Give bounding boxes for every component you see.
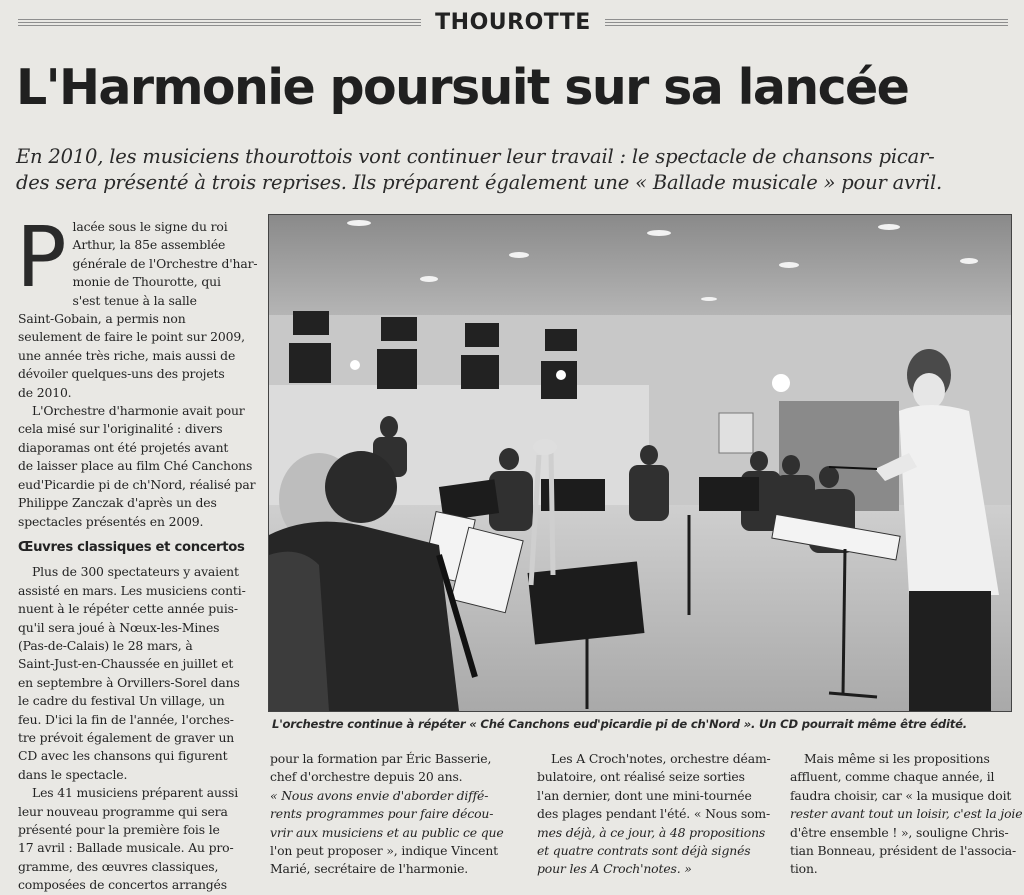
text-line: seulement de faire le point sur 2009, <box>18 329 245 345</box>
text-line: pour les A Croch'notes. » <box>537 861 692 877</box>
text-line: l'on peut proposer », indique Vincent <box>270 843 499 859</box>
orchestra-photo <box>268 214 1012 712</box>
text-line: « Nous avons envie d'aborder diffé- <box>270 787 489 803</box>
section-rule-left <box>18 18 421 26</box>
text-line: de laisser place au film Ché Canchons <box>18 458 253 474</box>
text-line: d'être ensemble ! », souligne Chris- <box>790 824 1009 840</box>
text-line: chef d'orchestre depuis 20 ans. <box>270 769 463 785</box>
text-line: bulatoire, ont réalisé seize sorties <box>537 769 745 785</box>
text-line: de 2010. <box>18 384 72 400</box>
text-line: pour la formation par Éric Basserie, <box>270 751 492 766</box>
photo-caption: L'orchestre continue à répéter « Ché Canchons eud'picardie pi de ch'Nord ». Un CD pourrait même être édité. <box>272 717 967 731</box>
text-line: Arthur, la 85e assemblée <box>72 237 226 253</box>
text-line: 17 avril : Ballade musicale. Au pro- <box>18 840 234 856</box>
text-line: générale de l'Orchestre d'har- <box>72 255 258 271</box>
text-line: s'est tenue à la salle <box>72 292 197 308</box>
text-line: présenté pour la première fois le <box>18 822 220 837</box>
text-line: tion. <box>790 861 818 877</box>
text-line: Saint-Gobain, a permis non <box>18 311 186 327</box>
rehearsal-image <box>269 215 1011 711</box>
text-line: diaporamas ont été projetés avant <box>18 439 229 455</box>
text-line: assisté en mars. Les musiciens conti- <box>18 582 246 598</box>
text-line: rester avant tout un loisir, c'est la joie <box>790 806 1023 822</box>
text-line: mes déjà, à ce jour, à 48 propositions <box>537 824 766 840</box>
deck-line: des sera présenté à trois reprises. Ils préparent également une « Ballade musicale » pour avril. <box>16 171 943 194</box>
text-line: Philippe Zanczak d'après un des <box>18 495 217 511</box>
text-line: gramme, des œuvres classiques, <box>18 858 219 874</box>
text-line: leur nouveau programme qui sera <box>18 803 228 819</box>
text-line: tian Bonneau, président de l'associa- <box>790 843 1017 859</box>
text-line: qu'il sera joué à Nœux-les-Mines <box>18 619 220 635</box>
text-line: spectacles présentés en 2009. <box>18 513 204 529</box>
text-line: Marié, secrétaire de l'harmonie. <box>270 861 469 877</box>
text-line: Mais même si les propositions <box>804 751 990 766</box>
text-line: tre prévoit également de graver un <box>18 729 235 745</box>
text-line: le cadre du festival Un village, un <box>18 693 225 709</box>
text-line: et quatre contrats sont déjà signés <box>537 843 751 859</box>
drop-cap: P <box>16 208 67 306</box>
article-column-2 <box>270 750 510 879</box>
article-headline: L'Harmonie poursuit sur sa lancée <box>16 59 909 116</box>
article-column-3 <box>537 750 771 879</box>
text-line: des plages pendant l'été. « Nous som- <box>537 806 771 822</box>
text-line: Plus de 300 spectateurs y avaient <box>32 564 239 580</box>
section-header <box>18 8 1008 36</box>
text-line: l'an dernier, dont une mini-tournée <box>537 787 752 803</box>
text-line: CD avec les chansons qui figurent <box>18 748 228 764</box>
text-line: (Pas-de-Calais) le 28 mars, à <box>18 637 193 653</box>
deck-line: En 2010, les musiciens thourottois vont continuer leur travail : le spectacle de chansons picar- <box>16 145 935 168</box>
text-line: une année très riche, mais aussi de <box>18 347 236 363</box>
article-column-1 <box>16 208 258 895</box>
text-line: monie de Thourotte, qui <box>72 274 221 290</box>
text-line: dans le spectacle. <box>18 766 128 782</box>
article-subhead: Œuvres classiques et concertos <box>18 539 245 555</box>
text-line: Saint-Just-en-Chaussée en juillet et <box>18 656 234 672</box>
text-line: L'Orchestre d'harmonie avait pour <box>32 403 245 419</box>
text-line: nuent à le répéter cette année puis- <box>18 601 238 617</box>
text-line: rents programmes pour faire décou- <box>270 806 494 822</box>
text-line: composées de concertos arrangés <box>18 877 227 893</box>
text-line: feu. D'ici la fin de l'année, l'orches- <box>18 711 234 727</box>
article-column-4 <box>790 750 1023 879</box>
text-line: Les A Croch'notes, orchestre déam- <box>551 751 771 766</box>
text-line: Les 41 musiciens préparent aussi <box>32 785 239 801</box>
text-line: en septembre à Orvillers-Sorel dans <box>18 674 240 690</box>
section-label: THOUROTTE <box>435 9 591 35</box>
text-line: faudra choisir, car « la musique doit <box>790 787 1012 803</box>
section-rule-right <box>605 18 1008 26</box>
article-deck <box>16 144 1011 196</box>
text-line: vrir aux musiciens et au public ce que <box>270 824 504 840</box>
text-line: dévoiler quelques-uns des projets <box>18 366 225 382</box>
text-line: lacée sous le signe du roi <box>72 219 228 234</box>
text-line: eud'Picardie pi de ch'Nord, réalisé par <box>18 476 256 492</box>
text-line: affluent, comme chaque année, il <box>790 769 995 785</box>
text-line: cela misé sur l'originalité : divers <box>18 421 223 437</box>
